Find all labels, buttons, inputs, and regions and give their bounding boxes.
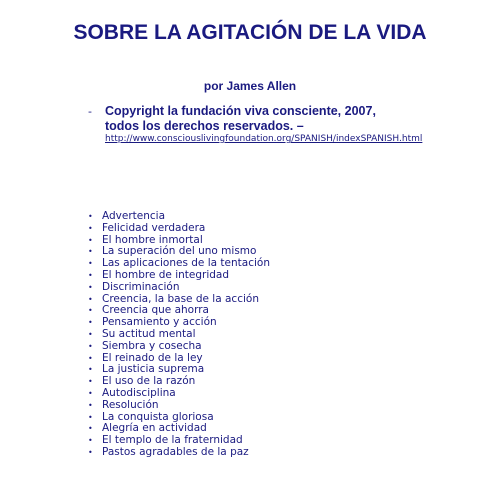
toc-item-label: Pensamiento y acción [102, 316, 217, 329]
bullet-icon: • [88, 447, 93, 457]
bullet-icon: • [88, 400, 93, 410]
bullet-icon: • [88, 424, 93, 434]
toc-item-label: Alegría en actividad [102, 422, 207, 435]
bullet-icon: • [88, 341, 93, 351]
toc-item-label: Resolución [102, 398, 159, 411]
toc-item-label: Pastos agradables de la paz [102, 445, 249, 458]
toc-item-label: El hombre inmortal [102, 233, 203, 246]
bullet-icon: • [88, 306, 93, 316]
toc-item-label: Autodisciplina [102, 386, 176, 399]
toc-item-label: La justicia suprema [102, 363, 205, 376]
toc-item-label: El hombre de integridad [102, 268, 230, 281]
toc-item-label: Creencia, la base de la acción [102, 292, 259, 305]
toc-item-label: El uso de la razón [102, 375, 196, 388]
bullet-icon: • [88, 436, 93, 446]
toc-item-label: Su actitud mental [102, 327, 196, 340]
bullet-icon: • [88, 365, 93, 375]
bullet-icon: • [88, 318, 93, 328]
bullet-icon: • [88, 223, 93, 233]
bullet-icon: • [88, 270, 93, 280]
bullet-icon: • [88, 329, 93, 339]
toc-item-label: Advertencia [102, 210, 166, 222]
toc-item-label: Siembra y cosecha [102, 339, 202, 352]
bullet-icon: • [88, 377, 93, 387]
toc-item-label: El templo de la fraternidad [102, 434, 243, 447]
toc-item-label: Creencia que ahorra [102, 304, 209, 317]
copyright-dash: - [88, 105, 92, 118]
toc-item-label: Discriminación [102, 280, 180, 293]
toc-item-label: La superación del uno mismo [102, 245, 257, 258]
bullet-icon: • [88, 212, 93, 221]
bullet-icon: • [88, 247, 93, 257]
toc-item-label: Felicidad verdadera [102, 221, 206, 234]
toc-item-label: Las aplicaciones de la tentación [102, 257, 270, 270]
bullet-icon: • [88, 235, 93, 245]
toc-item-label: La conquista gloriosa [102, 410, 214, 423]
document-title: SOBRE LA AGITACIÓN DE LA VIDA [73, 21, 427, 44]
bullet-icon: • [88, 412, 93, 422]
copyright-notice: Copyright la fundación viva consciente, 2007, todos los derechos reservados. – [105, 104, 376, 133]
table-of-contents [86, 211, 270, 459]
document-author: por James Allen [203, 79, 297, 93]
bullet-icon: • [88, 388, 93, 398]
bullet-icon: • [88, 294, 93, 304]
source-link[interactable]: http://www.consciouslivingfoundation.org/SPANISH/indexSPANISH.html [105, 134, 423, 144]
toc-item-label: El reinado de la ley [102, 351, 203, 364]
bullet-icon: • [88, 259, 93, 269]
toc-item[interactable] [86, 447, 270, 459]
bullet-icon: • [88, 353, 93, 363]
bullet-icon: • [88, 282, 93, 292]
